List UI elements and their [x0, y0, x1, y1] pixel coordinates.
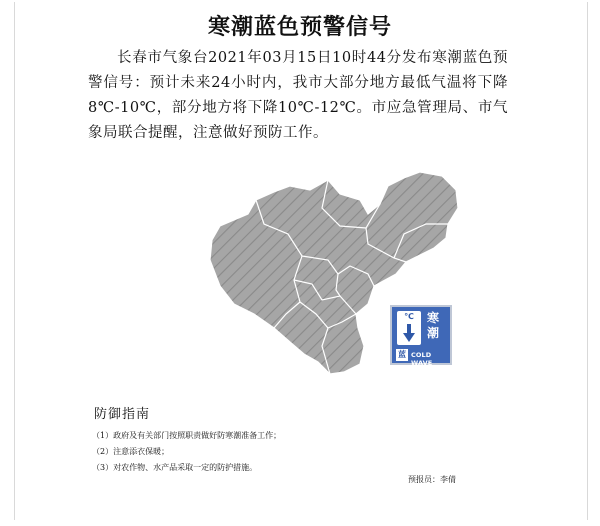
thermometer-panel: [397, 311, 421, 345]
notice-title: 寒潮蓝色预警信号: [207, 15, 392, 40]
forecaster-credit: 预报员：李倩: [408, 475, 456, 484]
guide-item: （2）注意添衣保暖；: [92, 447, 170, 456]
down-arrow-icon: [403, 324, 415, 342]
celsius-unit: ℃: [404, 312, 414, 321]
guide-list: [92, 428, 281, 476]
badge-char-top: 寒: [427, 311, 440, 325]
badge-level-char: 蓝: [398, 350, 406, 359]
notice-body: 长春市气象台2021年03月15日10时44分发布寒潮蓝色预警信号：预计未来24小时内，我市大部分地方最低气温将下降8℃-10℃，部分地方将下降10℃-12℃。市应急管理局、市气象局联合提醒，注意做好预防工作。: [88, 50, 508, 141]
badge-english-label: COLD WAVE: [411, 351, 433, 367]
guide-title: 防御指南: [94, 407, 151, 422]
badge-char-bottom: 潮: [427, 326, 440, 340]
guide-item: （1）政府及有关部门按照职责做好防寒潮准备工作；: [92, 431, 282, 440]
guide-item: （3）对农作物、水产品采取一定的防护措施。: [92, 463, 258, 472]
cold-wave-warning-badge: [390, 305, 452, 365]
